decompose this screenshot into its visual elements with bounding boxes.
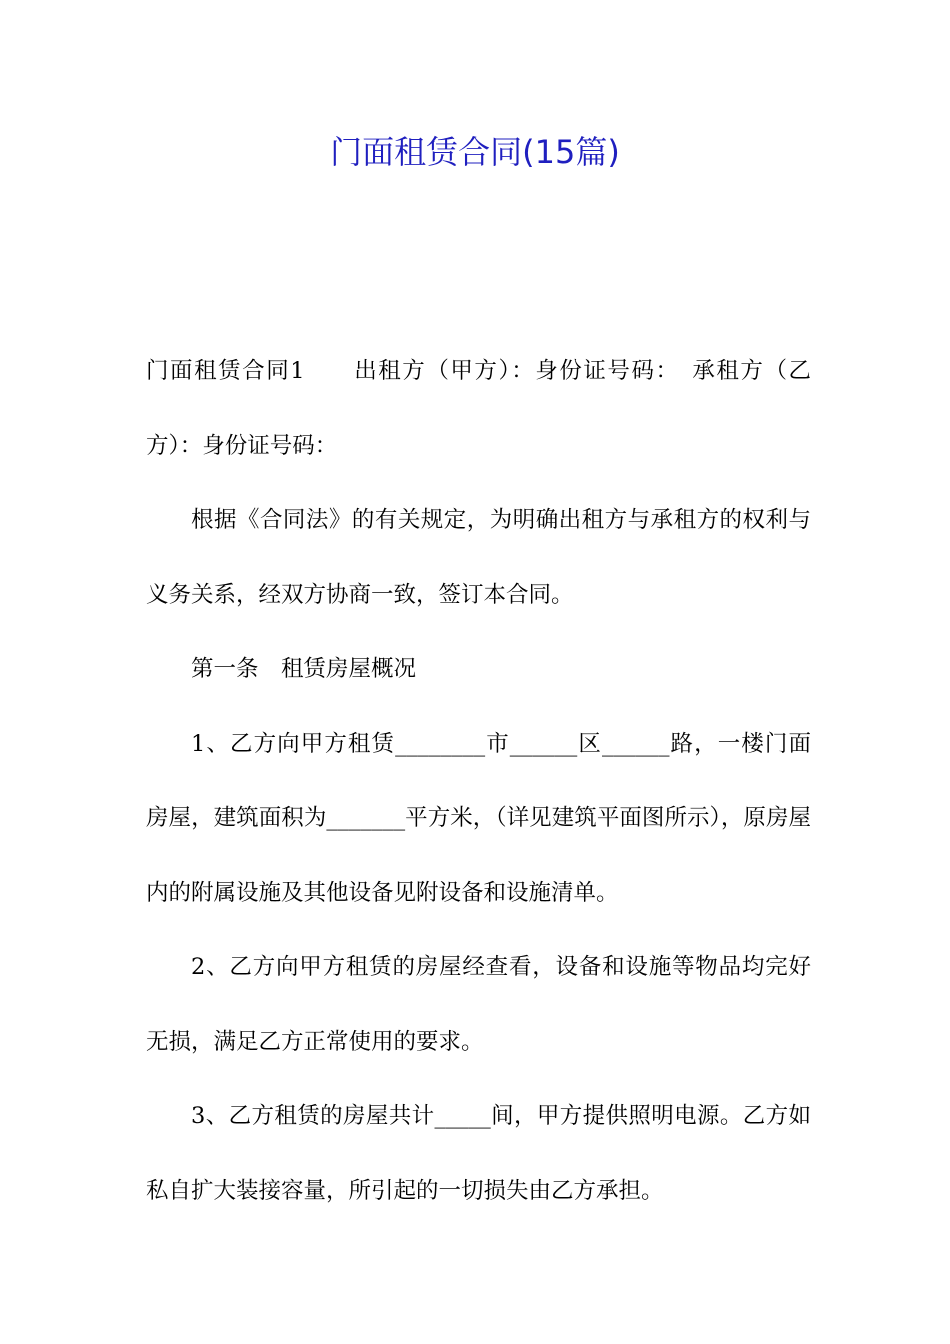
document-body [146, 334, 811, 1228]
document-title: 门面租赁合同(15篇) [330, 133, 620, 171]
paragraph-clause-3: 3、乙方租赁的房屋共计_____间，甲方提供照明电源。乙方如私自扩大装接容量，所引起的一切损失由乙方承担。 [146, 1103, 811, 1204]
paragraph-article-1-heading: 第一条 租赁房屋概况 [191, 656, 417, 682]
paragraph-parties: 门面租赁合同1 出租方（甲方）：身份证号码： 承租方（乙方）：身份证号码： [146, 358, 811, 459]
paragraph-clause-1: 1、乙方向甲方租赁________市______区______路，一楼门面房屋，建筑面积为_______平方米，（详见建筑平面图所示），原房屋内的附属设施及其他设备见附设备和设施清单。 [146, 730, 811, 906]
paragraph-preamble: 根据《合同法》的有关规定，为明确出租方与承租方的权利与义务关系，经双方协商一致，签订本合同。 [146, 507, 811, 608]
paragraph-clause-2: 2、乙方向甲方租赁的房屋经查看，设备和设施等物品均完好无损，满足乙方正常使用的要求。 [146, 954, 811, 1055]
